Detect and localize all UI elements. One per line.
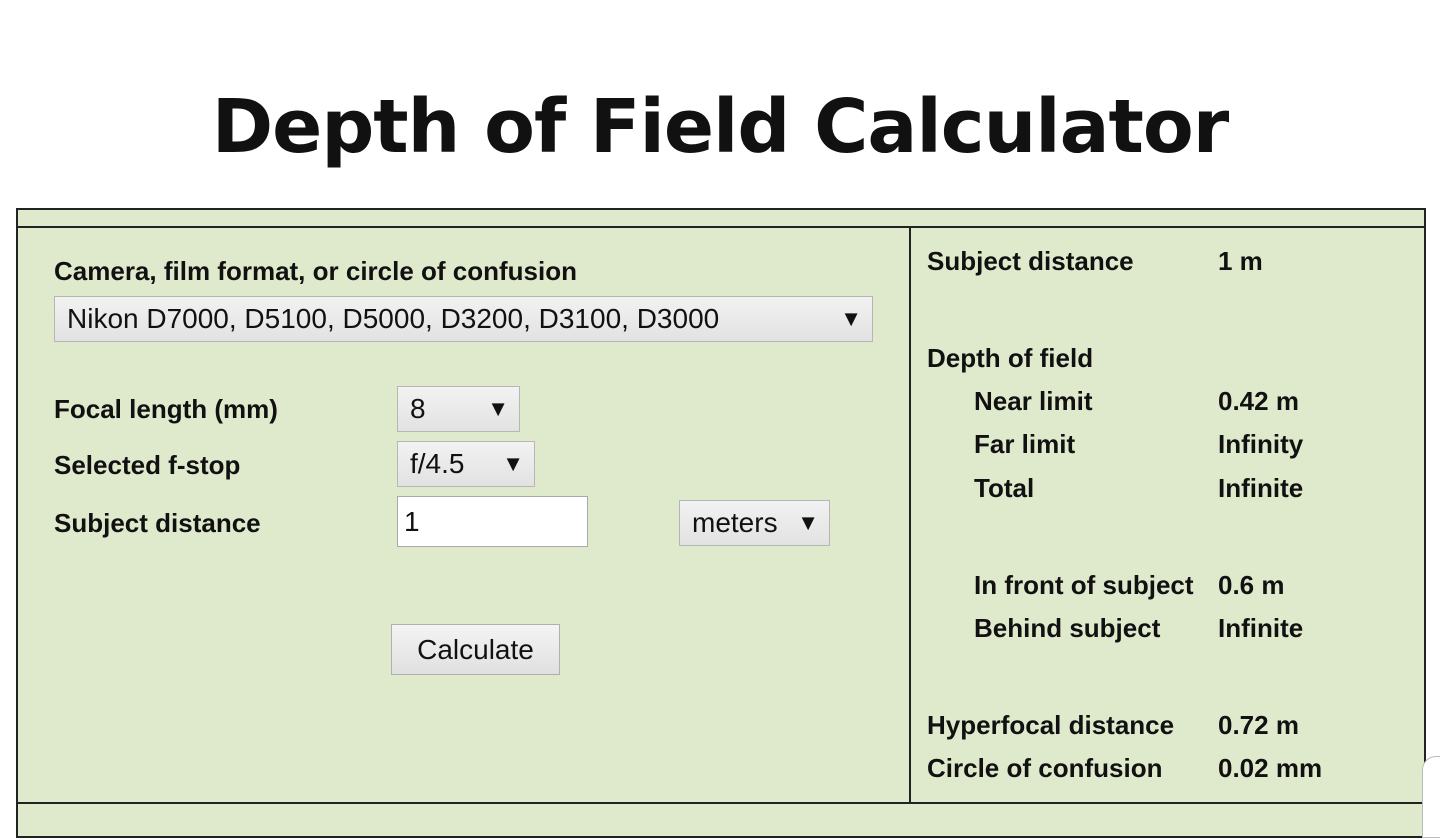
chevron-down-icon: ▼ [502, 451, 524, 476]
near-limit-label: Near limit [974, 386, 1093, 416]
subject-distance-input-value: 1 [404, 505, 420, 537]
far-limit-value: Infinity [1218, 429, 1304, 459]
total-label: Total [974, 473, 1035, 503]
far-limit-label: Far limit [974, 429, 1076, 459]
scroll-handle[interactable] [1422, 756, 1440, 838]
dof-heading: Depth of field [927, 343, 1094, 373]
hyperfocal-value: 0.72 m [1218, 710, 1299, 740]
result-subject-distance-label: Subject distance [927, 246, 1134, 276]
behind-label: Behind subject [974, 613, 1161, 643]
focal-length-select[interactable] [397, 386, 520, 432]
hyperfocal-label: Hyperfocal distance [927, 710, 1175, 740]
camera-label: Camera, film format, or circle of confusion [54, 256, 577, 286]
chevron-down-icon: ▼ [840, 306, 862, 331]
subject-distance-label: Subject distance [54, 508, 261, 538]
subject-distance-input[interactable] [397, 496, 588, 547]
focal-length-value: 8 [410, 393, 426, 424]
calculator-panel [16, 208, 1426, 838]
fstop-select[interactable] [397, 441, 535, 487]
distance-unit-value: meters [692, 507, 778, 538]
coc-label: Circle of confusion [927, 753, 1163, 783]
chevron-down-icon: ▼ [797, 510, 819, 535]
panel-divider [18, 802, 1424, 804]
chevron-down-icon: ▼ [487, 396, 509, 421]
fstop-label: Selected f-stop [54, 450, 241, 480]
fstop-value: f/4.5 [410, 448, 465, 479]
result-subject-distance-value: 1 m [1218, 246, 1263, 276]
camera-select[interactable] [54, 296, 873, 342]
input-panel [18, 228, 911, 804]
top-strip [18, 210, 1424, 228]
page-title: Depth of Field Calculator [211, 84, 1229, 170]
total-value: Infinite [1218, 473, 1304, 503]
in-front-label: In front of subject [974, 570, 1194, 600]
behind-value: Infinite [1218, 613, 1304, 643]
coc-value: 0.02 mm [1218, 753, 1323, 783]
in-front-value: 0.6 m [1218, 570, 1285, 600]
camera-select-value: Nikon D7000, D5100, D5000, D3200, D3100, D3000 [67, 303, 720, 334]
calculate-button[interactable]: Calculate [391, 624, 560, 675]
distance-unit-select[interactable] [679, 500, 830, 546]
focal-length-label: Focal length (mm) [54, 394, 278, 424]
near-limit-value: 0.42 m [1218, 386, 1299, 416]
